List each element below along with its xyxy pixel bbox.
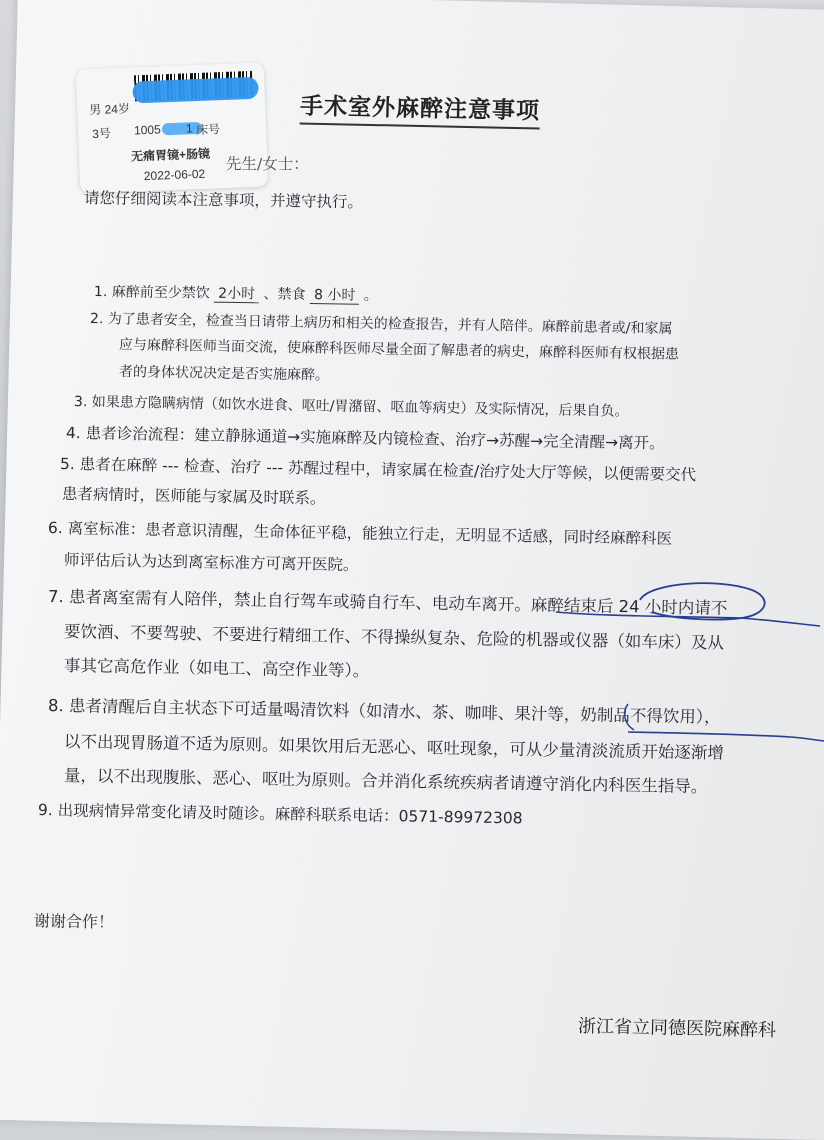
item-1-post: 。	[363, 287, 378, 304]
item-5-line-2: 患者病情时，医师能与家属及时联系。	[61, 485, 326, 508]
department-signature: 浙江省立同德医院麻醉科	[577, 1015, 777, 1042]
item-7-line-1: 7. 患者离室需有人陪伴，禁止自行驾车或骑自行车、电动车离开。麻醉结束后 24 小时内请不	[47, 587, 728, 618]
item-8-line-2: 以不出现胃肠道不适为原则。如果饮用后无恶心、呕吐现象，可从少量清淡流质开始逐渐增	[63, 732, 725, 763]
item-1-mid: 、禁食	[263, 286, 306, 303]
item-8-line-3: 量，以不出现腹胀、恶心、呕吐为原则。合并消化系统疾病者请遵守消化内科医生指导。	[63, 766, 708, 797]
item-2-line-3: 者的身体状况决定是否实施麻醉。	[118, 364, 330, 384]
item-2-line-1: 2. 为了患者安全，检查当日请带上病历和相关的检查报告，并有人陪伴。麻醉前患者或/和家属	[89, 311, 673, 338]
item-3: 3. 如果患方隐瞒病情（如饮水进食、呕吐/胃潴留、呕血等病史）及实际情况，后果自负。	[73, 394, 629, 420]
item-2-line-2: 应与麻醉科医师当面交流，使麻醉科医师尽量全面了解患者的病史，麻醉科医师有权根据患	[118, 337, 680, 363]
gender-age: 男 24岁	[88, 101, 131, 118]
item-6-line-2: 师评估后认为达到离室标准方可离开医院。	[63, 551, 359, 575]
item-4: 4. 患者诊治流程：建立静脉通道→实施麻醉及内镜检查、治疗→苏醒→完全清醒→离开。	[65, 424, 665, 453]
item-9-contact: 9. 出现病情异常变化请及时随诊。麻醉科联系电话：0571-89972308	[37, 801, 523, 828]
item-8-line-1: 8. 患者清醒后自主状态下可适量喝清饮料（如清水、茶、咖啡、果汁等，奶制品不得饮用），	[47, 696, 721, 727]
salutation: 先生/女士：	[226, 155, 309, 173]
item-1-fast-food: 8 小时	[310, 287, 360, 305]
sticker-date: 2022-06-02	[143, 166, 206, 184]
item-6-line-1: 6. 离室标准：患者意识清醒，生命体征平稳，能独立行走，无明显不适感，同时经麻醉科医	[47, 519, 673, 548]
item-1-pre: 1. 麻醉前至少禁饮	[93, 284, 210, 302]
patient-id: 1005	[133, 122, 162, 138]
intro-text: 请您仔细阅读本注意事项，并遵守执行。	[83, 189, 364, 212]
item-5-line-1: 5. 患者在麻醉 --- 检查、治疗 --- 苏醒过程中，请家属在检查/治疗处大厅等候，以便需要交代	[59, 455, 697, 485]
procedure-name: 无痛胃镜+肠镜	[130, 146, 211, 164]
bed-number: 3号	[91, 126, 112, 142]
item-7-line-3: 事其它高危作业（如电工、高空作业等）。	[63, 656, 370, 681]
thanks-text: 谢谢合作！	[33, 911, 115, 932]
patient-id-tail: 1	[185, 121, 193, 136]
bed-label: 床号	[195, 122, 221, 138]
item-1	[94, 281, 378, 305]
page-title: 手术室外麻醉注意事项	[300, 87, 541, 129]
redaction-mark	[132, 77, 259, 104]
item-1-fast-drink: 2小时	[214, 286, 259, 304]
item-7-line-2: 要饮酒、不要驾驶、不要进行精细工作、不得操纵复杂、危险的机器或仪器（如车床）及从	[63, 622, 725, 653]
